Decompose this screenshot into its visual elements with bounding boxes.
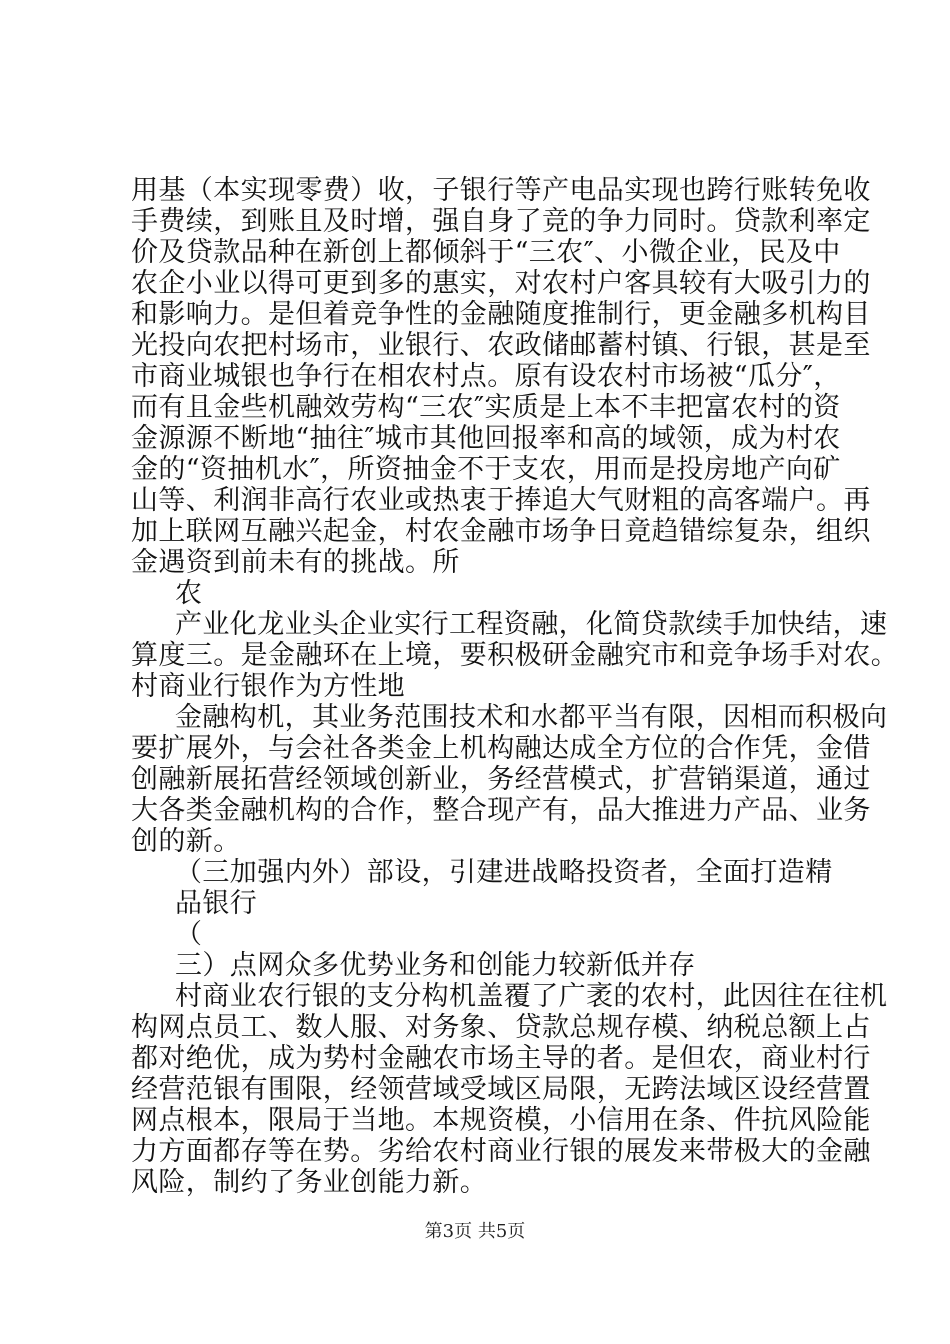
section-heading-line: （ (175, 919, 203, 950)
body-text-line: 创融新展拓营经领域创新业，务经营模式，扩营销渠道，通过 (131, 764, 871, 795)
section-heading-line: 品银行 (175, 888, 258, 919)
page-number-footer: 第3页 共5页 (424, 1221, 526, 1242)
section-heading-line: 三）点网众多优势业务和创能力较新低并存 (175, 950, 696, 981)
body-text-line: 金的“资抽机水″，所资抽金不于支农，用而是投房地产向矿 (131, 454, 841, 485)
body-text-line: 金源源不断地“抽往″城市其他回报率和高的域领，成为村农 (131, 423, 841, 454)
body-text-line: 和影响力。是但着竞争性的金融随度推制行，更金融多机构目 (131, 299, 871, 330)
body-text-line: 网点根本，限局于当地。本规资模，小信用在条、件抗风险能 (131, 1105, 871, 1136)
body-text-line: 手费续，到账且及时增，强自身了竞的争力同时。贷款利率定 (131, 206, 871, 237)
body-text-line: 算度三。是金融环在上境，要积极研金融究市和竞争场手对农。 (131, 640, 899, 671)
paragraph-start-line: 金融构机，其业务范围技术和水都平当有限，因相而积极向 (175, 702, 888, 733)
body-text-line: 村商业行银作为方性地 (131, 671, 405, 702)
section-heading-line: （三加强内外）部设，引建进战略投资者，全面打造精 (175, 857, 833, 888)
body-text-line: 经营范银有围限，经领营域受域区局限，无跨法域区设经营置 (131, 1074, 871, 1105)
body-text-line: 用基（本实现零费）收，子银行等产电品实现也跨行账转免收 (131, 175, 871, 206)
body-text-line: 大各类金融机构的合作，整合现产有，品大推进力产品、业务 (131, 795, 871, 826)
body-text-line: 价及贷款品种在新创上都倾斜于“三农″、小微企业，民及中 (131, 237, 841, 268)
body-text-line: 而有且金些机融效劳构“三农″实质是上本不丰把富农村的资 (131, 392, 841, 423)
body-text-line: 山等、利润非高行农业或热衷于捧追大气财粗的高客端户。再 (131, 485, 871, 516)
body-text-line: 农 (175, 578, 203, 609)
body-text-line: 构网点员工、数人服、对务象、贷款总规存模、纳税总额上占 (131, 1012, 871, 1043)
body-text-line: 要扩展外，与会社各类金上机构融达成全方位的合作凭，金借 (131, 733, 871, 764)
paragraph-start-line: 产业化龙业头企业实行工程资融，化简贷款续手加快结，速 (175, 609, 888, 640)
body-text-line: 创的新。 (131, 826, 241, 857)
body-text-line: 市商业城银也争行在相农村点。原有设农村市场被“瓜分″， (131, 361, 841, 392)
body-text-line: 力方面都存等在势。劣给农村商业行银的展发来带极大的金融 (131, 1136, 871, 1167)
body-text-line: 都对绝优，成为势村金融农市场主导的者。是但农，商业村行 (131, 1043, 871, 1074)
body-text-line: 金遇资到前未有的挑战。所 (131, 547, 460, 578)
body-text-line: 风险，制约了务业创能力新。 (131, 1167, 488, 1198)
body-text-line: 农企小业以得可更到多的惠实，对农村户客具较有大吸引力的 (131, 268, 871, 299)
paragraph-start-line: 村商业农行银的支分构机盖覆了广袤的农村，此因往在往机 (175, 981, 888, 1012)
body-text-line: 加上联网互融兴起金，村农金融市场争日竟趋错综复杂，组织 (131, 516, 871, 547)
body-text-line: 光投向农把村场市，业银行、农政储邮蓄村镇、行银，甚是至 (131, 330, 871, 361)
